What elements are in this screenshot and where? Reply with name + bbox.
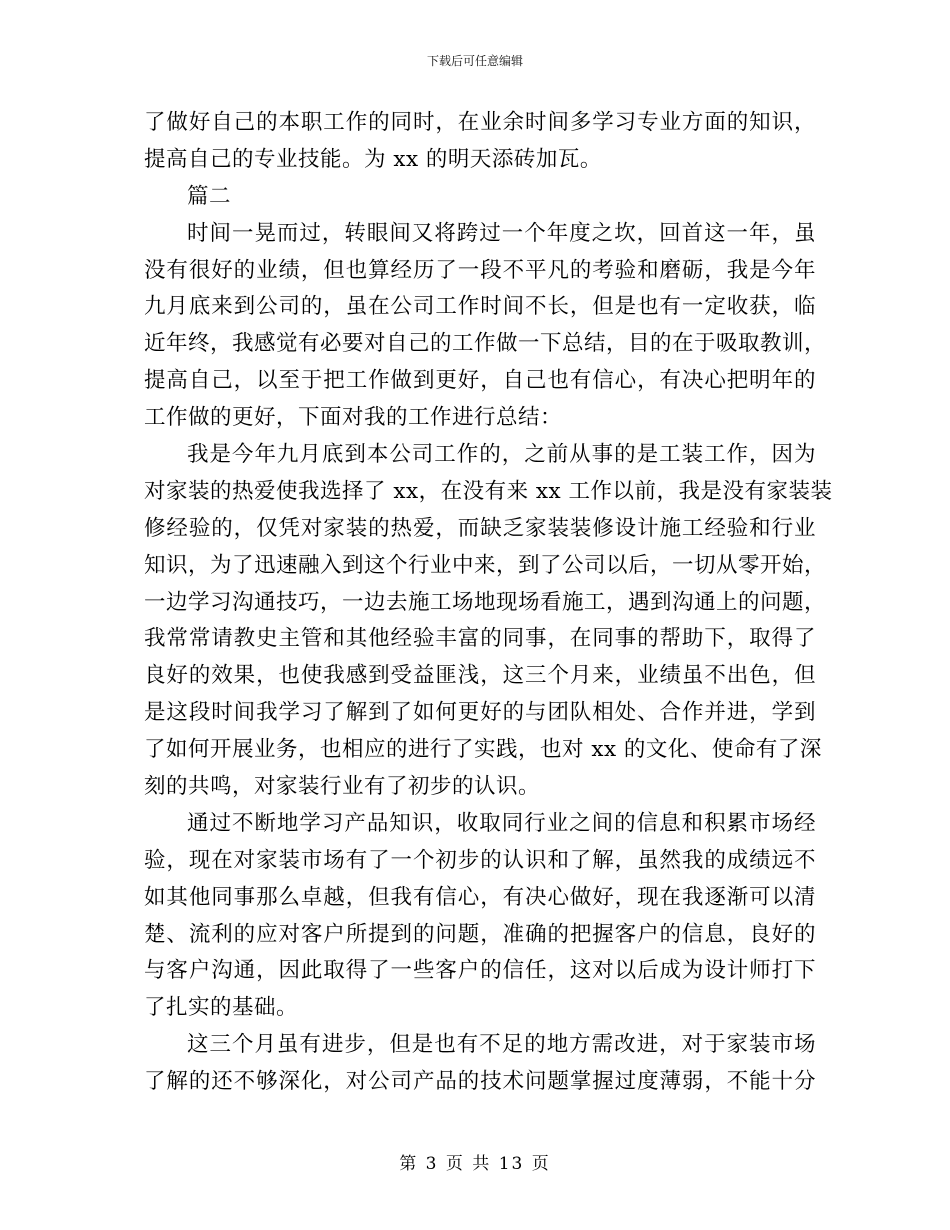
text-line: 九月底来到公司的，虽在公司工作时间不长，但是也有一定收获，临 [144, 294, 816, 320]
text-line: 是这段时间我学习了解到了如何更好的与团队相处、合作并进，学到 [144, 700, 816, 726]
text-line: 提高自己，以至于把工作做到更好，自己也有信心，有决心把明年的 [144, 368, 816, 394]
text-line: 一边学习沟通技巧，一边去施工场地现场看施工，遇到沟通上的问题， [144, 589, 827, 615]
text-line: 修经验的，仅凭对家装的热爱，而缺乏家装装修设计施工经验和行业 [144, 515, 816, 541]
text-line: 没有很好的业绩，但也算经历了一段不平凡的考验和磨砺，我是今年 [144, 257, 816, 283]
text-line: 时间一晃而过，转眼间又将跨过一个年度之坎，回首这一年，虽 [187, 220, 816, 246]
text-line: 验，现在对家装市场有了一个初步的认识和了解，虽然我的成绩远不 [144, 847, 816, 873]
page-header: 下载后可任意编辑 [426, 54, 523, 68]
document-body [144, 105, 833, 1101]
text-line: 工作做的更好，下面对我的工作进行总结： [144, 405, 563, 431]
text-line: 近年终，我感觉有必要对自己的工作做一下总结，目的在于吸取教训， [144, 331, 827, 357]
text-line: 了做好自己的本职工作的同时，在业余时间多学习专业方面的知识， [144, 110, 816, 135]
text-line: 良好的效果，也使我感到受益匪浅，这三个月来，业绩虽不出色，但 [144, 663, 816, 689]
text-line: 知识，为了迅速融入到这个行业中来，到了公司以后，一切从零开始， [144, 552, 827, 578]
text-line: 了扎实的基础。 [144, 995, 299, 1021]
text-line: 楚、流利的应对客户所提到的问题，准确的把握客户的信息，良好的 [144, 921, 816, 947]
text-line: 我是今年九月底到本公司工作的，之前从事的是工装工作，因为 [187, 442, 816, 468]
text-line: 提高自己的专业技能。为 xx 的明天添砖加瓦。 [144, 146, 602, 172]
page-number-footer: 第 3 页 共 13 页 [399, 1154, 551, 1174]
text-line: 如其他同事那么卓越，但我有信心，有决心做好，现在我逐渐可以清 [144, 884, 816, 910]
text-line: 与客户沟通，因此取得了一些客户的信任，这对以后成为设计师打下 [144, 958, 816, 984]
text-line: 通过不断地学习产品知识，收取同行业之间的信息和积累市场经 [187, 810, 816, 836]
text-line: 这三个月虽有进步，但是也有不足的地方需改进，对于家装市场 [187, 1032, 816, 1058]
text-line: 刻的共鸣，对家装行业有了初步的认识。 [144, 774, 541, 800]
text-line: 对家装的热爱使我选择了 xx，在没有来 xx 工作以前，我是没有家装装 [144, 478, 833, 504]
text-line: 篇二 [187, 183, 232, 209]
text-line: 了如何开展业务，也相应的进行了实践，也对 xx 的文化、使命有了深 [144, 737, 822, 763]
text-line: 了解的还不够深化，对公司产品的技术问题掌握过度薄弱，不能十分 [144, 1069, 816, 1095]
text-line: 我常常请教史主管和其他经验丰富的同事，在同事的帮助下，取得了 [144, 626, 816, 652]
